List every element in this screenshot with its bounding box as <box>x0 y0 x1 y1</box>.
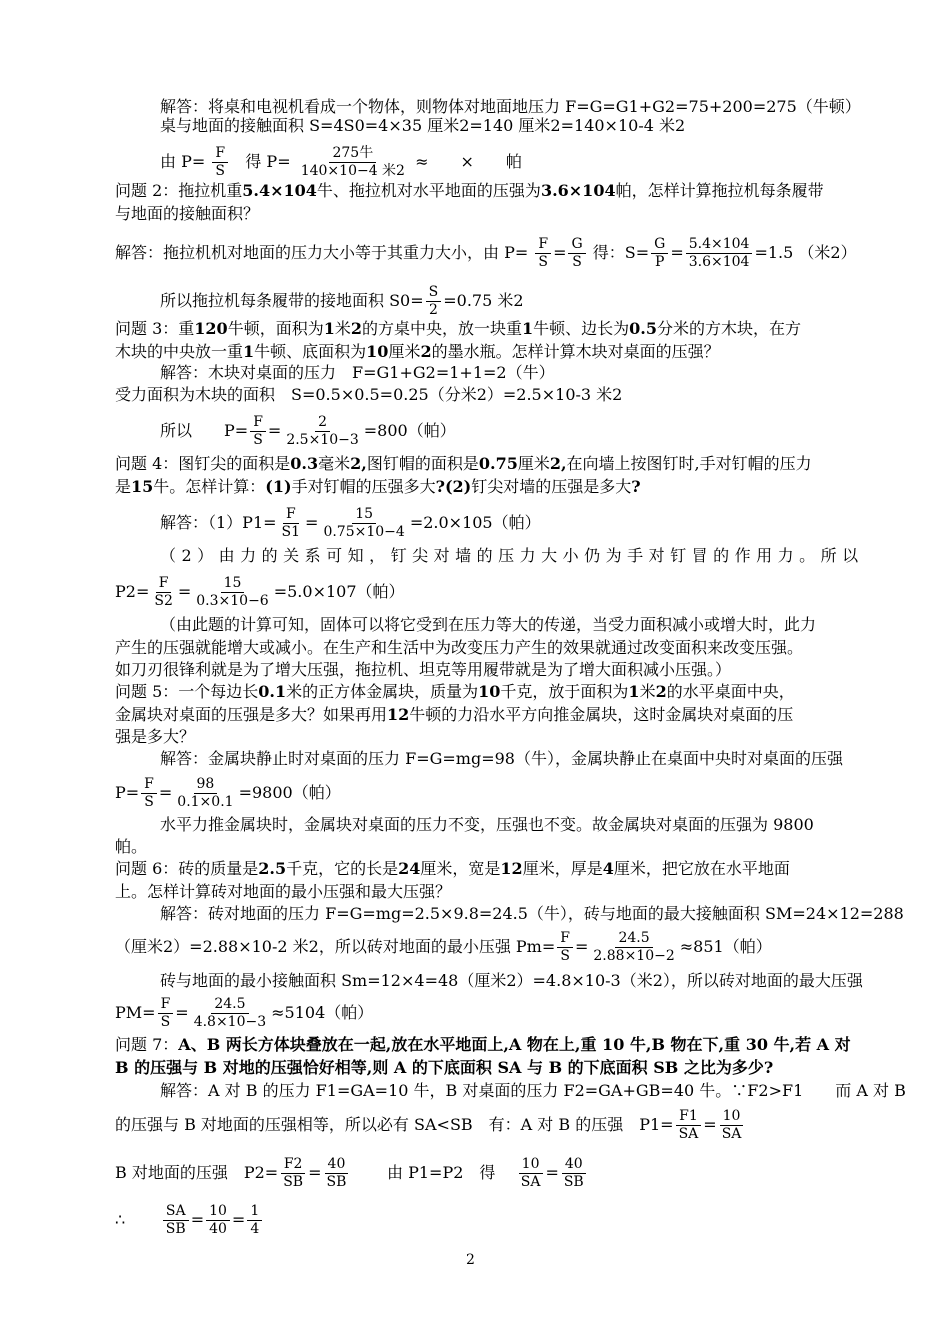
t: ?(2) <box>435 477 472 496</box>
numerator: F <box>156 575 172 593</box>
fraction <box>279 506 304 541</box>
t: 是 <box>115 477 132 496</box>
numerator: F <box>557 930 573 948</box>
numerator: 40 <box>562 1156 586 1174</box>
numerator: F <box>535 236 551 254</box>
denominator: S <box>572 254 582 270</box>
fraction <box>561 1156 587 1191</box>
answer4-note2: 产生的压强就能增大或减小。在生产和生活中为改变压力产生的效果就通过改变面积来改变压强。 <box>115 638 804 657</box>
question4-line2 <box>115 476 641 498</box>
answer7-line4: ∴ $\frac{SA}{SB}$ = $\frac{10}{40}$ = $\frac{1}{4}$ <box>115 1203 264 1238</box>
t: 1 <box>628 682 640 701</box>
t: =1.5 （米2） <box>754 243 857 262</box>
fraction <box>568 236 585 271</box>
t: 的压强与 B 对地面的压强相等，所以必有 SA<SB 有：A 对 B 的压强 P1= <box>115 1115 674 1134</box>
numerator: F <box>141 776 157 794</box>
t: 钉尖对墙的压强是多大 <box>471 477 632 496</box>
t: 所以 P= <box>160 421 249 440</box>
t: 4 <box>602 859 614 878</box>
denominator: 40 <box>209 1221 227 1237</box>
t: 1 <box>323 319 335 338</box>
denominator: 2.5×10−3 <box>286 432 359 448</box>
question2-line1 <box>115 180 824 202</box>
fraction <box>193 575 271 610</box>
numerator: 10 <box>519 1156 543 1174</box>
t: 千克，它的长是 <box>286 859 399 878</box>
t: 手对钉帽的压强多大 <box>291 477 436 496</box>
t: 牛。怎样计算： <box>153 477 266 496</box>
denominator: S <box>160 1014 171 1030</box>
t: 24 <box>398 859 421 878</box>
denominator: 4 <box>250 1221 260 1237</box>
answer5-line4: 帕。 <box>115 837 148 856</box>
numerator: 275牛 <box>329 145 376 163</box>
t: 厘米，宽是 <box>420 859 501 878</box>
t: B 对地面的压强 P2= <box>115 1163 279 1182</box>
numerator: 24.5 <box>211 996 248 1014</box>
t: 12 <box>500 859 523 878</box>
question3-line1 <box>115 318 801 340</box>
t: 0.75 <box>478 454 518 473</box>
answer3-line2: 受力面积为木块的面积 S=0.5×0.5=0.25（分米2）=2.5×10-3 米2 <box>115 385 623 404</box>
question6-line1 <box>115 858 790 880</box>
t: A、B 两长方体块叠放在一起,放在水平地面上,A 物在上,重 10 牛,B 物在下,重 30 牛,若 A 对 <box>178 1035 851 1054</box>
answer7-line3: B 对地面的压强 P2= $\frac{F2}{SB}$ = $\frac{40}{SB}$ 由 P1=P2 得 $\frac{10}{SA}$ = $\frac{40}{SB}$ <box>115 1156 589 1191</box>
t: 12 <box>387 705 410 724</box>
denominator: S <box>144 794 154 810</box>
answer6-line4: PM= $\frac{F}{S}$ = $\frac{24.5}{4.8\times 10-3}$ ≈5104（帕） <box>115 996 374 1030</box>
denominator: S <box>215 163 226 179</box>
fraction <box>518 1156 544 1191</box>
t: 2.5 <box>258 859 287 878</box>
t: 牛顿的力沿水平方向推金属块，这时金属块对桌面的压 <box>409 705 794 724</box>
denominator: SB <box>165 1221 186 1237</box>
answer5-line3: 水平力推金属块时，金属块对桌面的压力不变，压强也不变。故金属块对桌面的压强为 9800 <box>160 815 814 834</box>
fraction <box>557 930 573 965</box>
t: 图钉帽的面积是 <box>366 454 479 473</box>
page-number: 2 <box>466 1252 475 1268</box>
denominator: S <box>253 432 263 448</box>
fraction <box>250 414 266 449</box>
t: =9800（帕） <box>238 783 341 802</box>
t: 问题 6：砖的质量是 <box>115 859 259 878</box>
answer2-line1: 解答：拖拉机机对地面的压力大小等于其重力大小，由 P= $\frac{F}{S}$ = $\frac{G}{S}$ 得：S= $\frac{G}{P}$ = $\frac{5.4\times 104}{3.6\times 104}$ =1.5 （米2） <box>115 236 857 270</box>
numerator: F1 <box>676 1108 701 1126</box>
t: 0.5 <box>629 319 658 338</box>
t: 2 <box>420 342 432 361</box>
fraction <box>174 776 236 811</box>
fraction <box>535 236 551 271</box>
t: 10 <box>478 682 501 701</box>
text: ≈ × 帕 <box>415 152 522 171</box>
t: P2= <box>115 582 150 601</box>
text: 由 P= <box>160 152 206 171</box>
numerator: 10 <box>720 1108 744 1126</box>
t: 牛顿，面积为 <box>227 319 324 338</box>
fraction <box>298 145 408 180</box>
t: 120 <box>194 319 228 338</box>
denominator: 0.1×0.1 <box>177 794 234 810</box>
t: 在向墙上按图钉时,手对钉帽的压力 <box>566 454 812 473</box>
numerator: SA <box>163 1203 189 1221</box>
t: 牛顿、底面积为 <box>254 342 367 361</box>
question2-line2: 与地面的接触面积？ <box>115 204 260 223</box>
t: 帕，怎样计算拖拉机每条履带 <box>615 181 824 200</box>
numerator: F <box>212 145 228 163</box>
fraction <box>320 506 407 541</box>
t: （厘米2）=2.88×10-2 米2，所以砖对地面的最小压强 Pm= <box>115 937 556 956</box>
answer1-line2: 桌与地面的接触面积 S=4S0=4×35 厘米2=140 厘米2=140×10-4 米2 <box>160 116 686 135</box>
t: 的墨水瓶。怎样计算木块对桌面的压强？ <box>431 342 720 361</box>
denominator: P <box>655 254 665 270</box>
t: 问题 7： <box>115 1035 179 1054</box>
denominator: 2.88×10−2 <box>593 948 675 964</box>
numerator: 98 <box>194 776 218 794</box>
t: ≈5104（帕） <box>271 1003 374 1022</box>
numerator: 1 <box>247 1203 262 1221</box>
numerator: 40 <box>325 1156 349 1174</box>
fraction <box>676 1108 702 1143</box>
fraction <box>158 996 174 1031</box>
answer6-line2: （厘米2）=2.88×10-2 米2，所以砖对地面的最小压强 Pm= $\frac{F}{S}$ = $\frac{24.5}{2.88\times 10-2}$ ≈851（帕） <box>115 930 772 964</box>
fraction <box>280 1156 306 1191</box>
t: 1 <box>243 342 255 361</box>
t: 15 <box>131 477 154 496</box>
t: 5.4×104 <box>242 181 317 200</box>
t: 问题 2：拖拉机重 <box>115 181 243 200</box>
denominator: 0.75×10−4 <box>323 524 405 540</box>
denominator: SB <box>283 1174 304 1190</box>
fraction <box>324 1156 350 1191</box>
t: 米 <box>639 682 656 701</box>
denominator: 0.3×10−6 <box>196 593 269 609</box>
numerator: S <box>426 284 442 302</box>
fraction <box>141 776 157 811</box>
answer4-note1: （由此题的计算可知，固体可以将它受到在压力等大的传递，当受力面积减小或增大时，此力 <box>160 615 817 634</box>
fraction <box>283 414 361 449</box>
answer3-line1: 解答：木块对桌面的压力 F=G1+G2=1+1=2（牛） <box>160 363 555 382</box>
t: =2.0×105（帕） <box>409 513 541 532</box>
numerator: 10 <box>206 1203 230 1221</box>
t: 3.6×104 <box>540 181 616 200</box>
t: 千克，放于面积为 <box>500 682 629 701</box>
numerator: 2 <box>315 414 330 432</box>
text: 得 P= <box>245 152 291 171</box>
t: 厘米，把它放在水平地面 <box>613 859 790 878</box>
t: 解答：拖拉机机对地面的压力大小等于其重力大小，由 P= <box>115 243 529 262</box>
t: 分米的方木块，在方 <box>657 319 802 338</box>
answer2-line2 <box>160 284 524 319</box>
t: ≈851（帕） <box>679 937 772 956</box>
answer6-line3: 砖与地面的最小接触面积 Sm=12×4=48（厘米2）=4.8×10-3（米2），所以砖对地面的最大压强 <box>160 971 863 990</box>
t: 10 <box>366 342 389 361</box>
numerator: 5.4×104 <box>686 236 753 254</box>
denominator: 2 <box>428 302 438 318</box>
question5-line3: 强是多大？ <box>115 727 196 746</box>
numerator: F2 <box>281 1156 306 1174</box>
t: 2 <box>655 682 667 701</box>
t: 木块的中央放一重 <box>115 342 244 361</box>
t: 2, <box>350 454 367 473</box>
numerator: G <box>651 236 668 254</box>
t: 问题 5：一个每边长 <box>115 682 259 701</box>
question7-line2: B 的压强与 B 对地的压强恰好相等,则 A 的下底面积 SA 与 B 的下底面积 SB 之比为多少? <box>115 1058 774 1077</box>
t: 1 <box>522 319 534 338</box>
denominator: 140×10−4 米2 <box>300 163 405 179</box>
t: 解答：（1）P1= <box>160 513 277 532</box>
question6-line2: 上。怎样计算砖对地面的最小压强和最大压强？ <box>115 882 452 901</box>
denominator: S <box>538 254 549 270</box>
fraction <box>151 575 176 610</box>
answer4-line3: P2= $\frac{F}{S2}$ = $\frac{15}{0.3\times 10-6}$ =5.0×107（帕） <box>115 575 405 609</box>
answer3-line3: 所以 P= $\frac{F}{S}$ = $\frac{2}{2.5\times 10-3}$ =800（帕） <box>160 414 456 448</box>
t: =0.75 米2 <box>443 291 524 310</box>
numerator: 24.5 <box>615 930 652 948</box>
fraction <box>686 236 753 271</box>
answer7-line1: 解答：A 对 B 的压力 F1=GA=10 牛，B 对桌面的压力 F2=GA+GB=40 牛。∵F2>F1 而 A 对 B <box>160 1081 906 1100</box>
t: 米 <box>334 319 351 338</box>
t: 毫米 <box>318 454 351 473</box>
t: 由 P1=P2 得 <box>387 1163 496 1182</box>
answer4-line1: 解答：（1）P1= $\frac{F}{S1}$ = $\frac{15}{0.75\times 10-4}$ =2.0×105（帕） <box>160 506 541 540</box>
t: ∴ <box>115 1210 126 1229</box>
fraction <box>191 996 269 1031</box>
t: 0.3 <box>290 454 319 473</box>
denominator: S2 <box>154 593 173 609</box>
answer4-note3: 如刀刃很锋利就是为了增大压强，拖拉机、坦克等用履带就是为了增大面积减小压强。） <box>115 660 732 679</box>
denominator: SA <box>721 1126 742 1142</box>
answer6-line1: 解答：砖对地面的压力 F=G=mg=2.5×9.8=24.5（牛），砖与地面的最大接触面积 SM=24×12=288 <box>160 904 904 923</box>
denominator: S1 <box>281 524 301 540</box>
t: 米的正方体金属块，质量为 <box>286 682 479 701</box>
t: 的方桌中央，放一块重 <box>362 319 523 338</box>
t: (1) <box>265 477 292 496</box>
t: 问题 3：重 <box>115 319 195 338</box>
answer5-line2: P= $\frac{F}{S}$ = $\frac{98}{0.1\times 0.1}$ =9800（帕） <box>115 776 341 810</box>
t: 牛顿、边长为 <box>533 319 630 338</box>
numerator: 15 <box>352 506 376 524</box>
question5-line2 <box>115 704 793 726</box>
fraction <box>247 1203 262 1238</box>
t: 2, <box>549 454 567 473</box>
t: 厘米，厚是 <box>522 859 603 878</box>
t: 牛、拖拉机对水平地面的压强为 <box>316 181 541 200</box>
numerator: 15 <box>221 575 245 593</box>
denominator: SA <box>678 1126 699 1142</box>
t: 的水平桌面中央， <box>666 682 795 701</box>
t: P= <box>115 783 140 802</box>
t: PM= <box>115 1003 156 1022</box>
t: 厘米 <box>388 342 421 361</box>
fraction <box>206 1203 230 1238</box>
answer1-formula <box>160 145 522 180</box>
numerator: F <box>283 506 299 524</box>
t: 厘米 <box>517 454 550 473</box>
t: =800（帕） <box>363 421 456 440</box>
fraction <box>590 930 677 965</box>
question3-line2 <box>115 341 720 363</box>
denominator: S <box>560 948 570 964</box>
answer1-line1: 解答：将桌和电视机看成一个物体，则物体对地面地压力 F=G=G1+G2=75+200=275（牛顿） <box>160 97 861 116</box>
t: 得：S= <box>592 243 650 262</box>
answer4-line2: （2）由力的关系可知，钉尖对墙的压力大小仍为手对钉冒的作用力。所以 <box>160 546 864 565</box>
t: 问题 4：图钉尖的面积是 <box>115 454 291 473</box>
t: ? <box>631 477 641 496</box>
answer5-line1: 解答：金属块静止时对桌面的压力 F=G=mg=98（牛），金属块静止在桌面中央时对桌面的压强 <box>160 749 843 768</box>
denominator: SB <box>563 1174 584 1190</box>
numerator: F <box>158 996 174 1014</box>
t: 2 <box>350 319 362 338</box>
fraction <box>719 1108 745 1143</box>
question7-line1 <box>115 1034 851 1056</box>
t: =5.0×107（帕） <box>273 582 405 601</box>
fraction <box>163 1203 189 1238</box>
denominator: SA <box>520 1174 541 1190</box>
fraction <box>426 284 442 319</box>
question4-line1 <box>115 453 812 475</box>
answer7-line2: 的压强与 B 对地面的压强相等，所以必有 SA<SB 有：A 对 B 的压强 P1= $\frac{F1}{SA}$ = $\frac{10}{SA}$ <box>115 1108 746 1143</box>
fraction <box>651 236 668 271</box>
numerator: G <box>568 236 585 254</box>
fraction <box>212 145 228 180</box>
question5-line1 <box>115 681 795 703</box>
denominator: 4.8×10−3 <box>193 1014 267 1030</box>
t: 所以拖拉机每条履带的接地面积 S0= <box>160 291 424 310</box>
t: 金属块对桌面的压强是多大？如果再用 <box>115 705 388 724</box>
denominator: 3.6×104 <box>688 254 750 270</box>
t: 0.1 <box>258 682 287 701</box>
numerator: F <box>250 414 266 432</box>
denominator: SB <box>326 1174 347 1190</box>
